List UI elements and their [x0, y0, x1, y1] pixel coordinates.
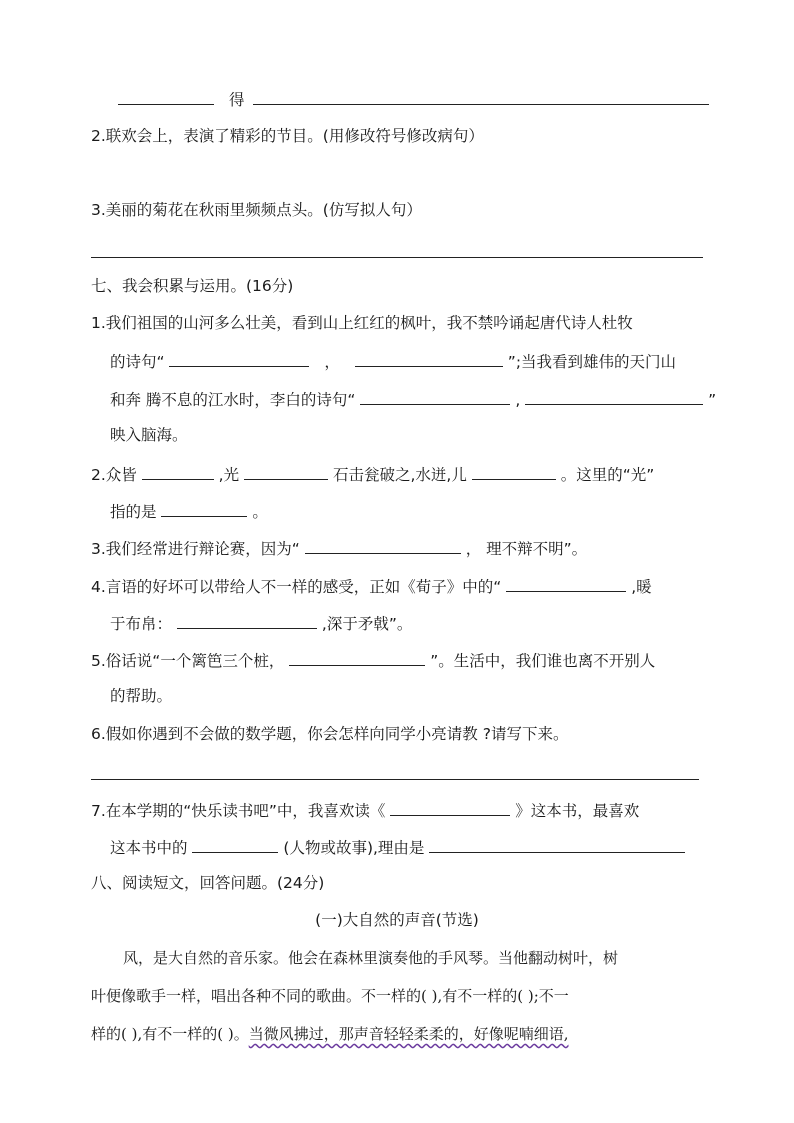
blank[interactable] — [118, 88, 214, 105]
text: 这本书中的 — [110, 839, 188, 857]
text: 2.众皆 — [91, 466, 137, 484]
text: 》这本书，最喜欢 — [515, 802, 640, 820]
text: (人物或故事),理由是 — [283, 839, 425, 857]
answer-line[interactable] — [91, 779, 699, 780]
text: ,光 — [218, 466, 240, 484]
passage-line: 风，是大自然的音乐家。他会在森林里演奏他的手风琴。当他翻动树叶，树 — [123, 949, 619, 967]
text: 的诗句“ — [110, 353, 165, 371]
sec7-q5-line2: 的帮助。 — [110, 687, 173, 705]
blank[interactable] — [390, 799, 510, 816]
blank[interactable] — [161, 500, 247, 517]
sec7-q5-line1 — [91, 649, 655, 671]
text: ,深于矛戟”。 — [321, 615, 413, 633]
passage-title: (一)大自然的声音(节选) — [315, 911, 479, 929]
text: ， 理不辩不明”。 — [465, 540, 588, 558]
text: ”。生活中，我们谁也离不开别人 — [430, 652, 656, 670]
sec7-q7-line1 — [91, 799, 639, 821]
text: 石击瓮破之,水迸,儿 — [332, 466, 472, 484]
blank[interactable] — [192, 836, 278, 853]
sec7-title: 七、我会积累与运用。(16分) — [91, 277, 294, 295]
blank[interactable] — [142, 463, 214, 480]
blank[interactable] — [472, 463, 556, 480]
blank[interactable] — [506, 575, 626, 592]
text: 7.在本学期的“快乐读书吧”中，我喜欢读《 — [91, 802, 391, 820]
de-label: 得 — [228, 91, 245, 109]
sec7-q1-line1: 1.我们祖国的山河多么壮美，看到山上红红的枫叶，我不禁吟诵起唐代诗人杜牧 — [91, 314, 633, 332]
sec7-q4-line2 — [110, 612, 412, 634]
passage-line — [91, 1024, 569, 1044]
text: 于布帛： — [110, 615, 173, 633]
sec7-q1-line4: 映入脑海。 — [110, 426, 188, 444]
blank[interactable] — [289, 649, 425, 666]
blank[interactable] — [305, 537, 461, 554]
text: 5.俗话说“一个篱笆三个桩， — [91, 652, 285, 670]
underlined-sentence: 当微风拂过，那声音轻轻柔柔的，好像呢喃细语, — [248, 1025, 569, 1043]
text: 样的( ),有不一样的( )。 — [91, 1025, 249, 1043]
text: ， — [324, 353, 340, 371]
text: ”;当我看到雄伟的天门山 — [507, 353, 677, 371]
sec8-title: 八、阅读短文，回答问题。(24分) — [91, 874, 325, 892]
blank[interactable] — [355, 350, 503, 367]
blank[interactable] — [525, 388, 703, 405]
sec7-q6: 6.假如你遇到不会做的数学题，你会怎样向同学小亮请教 ?请写下来。 — [91, 725, 569, 743]
text: ” — [708, 391, 717, 409]
text: 3.我们经常进行辩论赛，因为“ — [91, 540, 305, 558]
blank[interactable] — [169, 350, 309, 367]
blank[interactable] — [360, 388, 510, 405]
sec7-q2-line1 — [91, 463, 654, 485]
blank[interactable] — [253, 88, 709, 105]
sec7-q1-line2 — [110, 350, 676, 372]
sec7-q3 — [91, 537, 587, 559]
text: ,暖 — [631, 578, 652, 596]
sec7-q4-line1 — [91, 575, 652, 597]
text: 。这里的“光” — [560, 466, 655, 484]
sec7-q2-line2 — [110, 500, 268, 522]
sec6-q2: 2.联欢会上，表演了精彩的节目。(用修改符号修改病句） — [91, 127, 484, 145]
blank[interactable] — [429, 836, 685, 853]
text: 指的是 — [110, 503, 157, 521]
sec6-q3: 3.美丽的菊花在秋雨里频频点头。(仿写拟人句） — [91, 201, 422, 219]
text: 。 — [252, 503, 268, 521]
blank[interactable] — [177, 612, 317, 629]
top-fill-line — [118, 88, 709, 110]
passage-line: 叶便像歌手一样，唱出各种不同的歌曲。不一样的( ),有不一样的( );不一 — [91, 987, 569, 1005]
text: 和奔 腾不息的江水时，李白的诗句“ — [110, 391, 356, 409]
sec7-q7-line2 — [110, 836, 685, 858]
text: , — [515, 391, 521, 409]
text: 4.言语的好坏可以带给人不一样的感受，正如《荀子》中的“ — [91, 578, 502, 596]
blank[interactable] — [244, 463, 328, 480]
sec7-q1-line3 — [110, 388, 716, 410]
answer-line[interactable] — [91, 257, 703, 258]
